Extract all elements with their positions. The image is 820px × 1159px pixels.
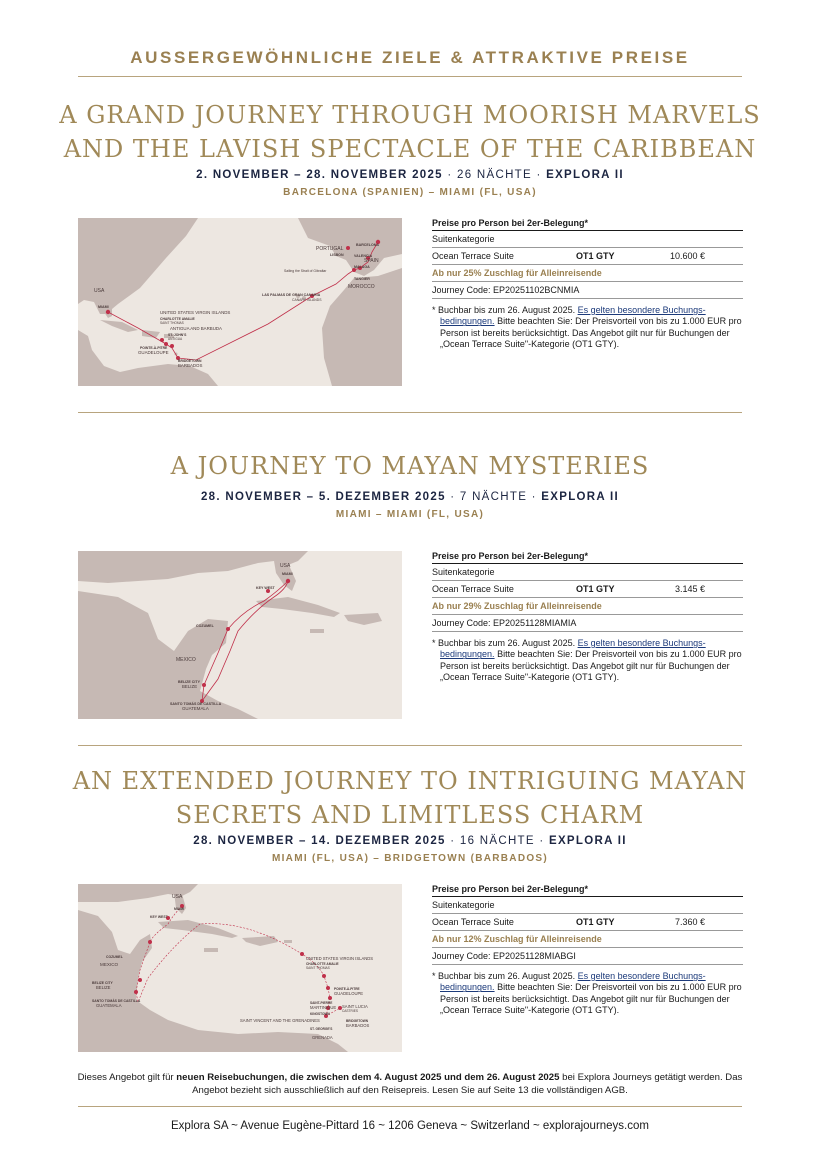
map-label: VALENCIA (354, 254, 373, 258)
note-text: * Buchbar bis zum 26. August 2025. (432, 638, 578, 648)
journey-3-map (78, 884, 402, 1052)
route-map-graphic (78, 551, 402, 719)
map-label: LAS PALMAS DE GRAN CANARIA (262, 293, 321, 297)
map-label: MIAMI (282, 572, 293, 576)
note-text: Bitte beachten Sie: Der Preisvorteil von bis zu 1.000 EUR pro Person ist bereits berücksichtigt. Das Angebot gilt nur für Buchungen der „Ocean Terrace Suite"-Kategorie (OT1 GTY). (440, 982, 742, 1015)
note-text: * Buchbar bis zum 26. August 2025. (432, 971, 578, 981)
journey-route: MIAMI (FL, USA) – BRIDGETOWN (BARBADOS) (271, 853, 549, 864)
map-label: BELIZE (182, 684, 198, 689)
pricing-header: Preise pro Person bei 2er-Belegung* (432, 215, 743, 231)
map-label: UNITED STATES VIRGIN ISLANDS (306, 956, 374, 961)
journey-3-header (0, 764, 820, 864)
divider (78, 1106, 742, 1107)
suite-code: OT1 GTY (576, 917, 615, 927)
nights: · 26 NÄCHTE · (447, 169, 542, 181)
map-label: BRIDGETOWN (346, 1019, 369, 1023)
map-label: CANARY ISLANDS (292, 298, 322, 302)
map-label: ST. JOHN'S (168, 333, 187, 337)
booking-conditions-link[interactable]: Es gelten besondere Buchungs-bedingungen. (440, 305, 706, 327)
journey-title (0, 764, 820, 832)
map-label: ST. GEORGE'S (310, 1027, 333, 1031)
map-label: CASTRIES (342, 1009, 358, 1013)
map-label: UNITED STATES VIRGIN ISLANDS (160, 310, 231, 315)
map-label: SAINT-PIERRE (310, 1001, 333, 1005)
journey-2-map (78, 551, 402, 719)
suite-category-label: Suitenkategorie (432, 897, 743, 914)
map-label: KEY WEST (150, 915, 168, 919)
map-label: SAINT VINCENT AND THE GRENADINES (240, 1018, 320, 1023)
journey-route: MIAMI – MIAMI (FL, USA) (335, 509, 485, 520)
map-label: KINGSTOWN (310, 1012, 330, 1016)
page-header-title: AUSSERGEWÖHNLICHE ZIELE & ATTRAKTIVE PREISE (130, 48, 690, 67)
note-text: * Buchbar bis zum 26. August 2025. (432, 305, 578, 315)
map-label: BELIZE CITY (92, 981, 113, 985)
map-label: CHARLOTTE AMALIE (160, 317, 195, 321)
journey-dates (0, 835, 820, 847)
map-label: SAINT THOMAS (160, 321, 184, 325)
booking-note (432, 305, 743, 350)
suite-category-label: Suitenkategorie (432, 231, 743, 248)
journey-dates (0, 491, 820, 503)
map-label: GUADELOUPE (334, 991, 364, 996)
map-label: GRENADA (312, 1035, 333, 1040)
journey-title (0, 98, 820, 166)
disclaimer-text: bei Explora Journeys getätigt werden. Das Angebot bezieht sich ausschließlich auf den Reisepreis. Lesen Sie auf Seite 13 die vollständigen AGB. (192, 1072, 743, 1096)
ship-name: EXPLORA II (546, 169, 624, 181)
map-label: USA (172, 894, 183, 900)
map-label: GUATEMALA (182, 706, 209, 711)
note-text: Bitte beachten Sie: Der Preisvorteil von bis zu 1.000 EUR pro Person ist bereits berücksichtigt. Das Angebot gilt nur für Buchungen der „Ocean Terrace Suite"-Kategorie (OT1 GTY). (440, 649, 742, 682)
route-map-graphic (78, 884, 402, 1052)
suite-row (432, 914, 743, 931)
journey-1-map (78, 218, 402, 386)
journey-title-line-2: AND THE LAVISH SPECTACLE OF THE CARIBBEAN (63, 135, 757, 163)
suite-price: 10.600 € (669, 251, 705, 261)
map-label: MIAMI (174, 907, 184, 911)
pricing-header: Preise pro Person bei 2er-Belegung* (432, 881, 743, 897)
journey-title-line-1: A JOURNEY TO MAYAN MYSTERIES (170, 452, 650, 480)
journey-code: Journey Code: EP20251128MIABGI (432, 948, 743, 965)
map-label: ANTIGUA AND BARBUDA (170, 326, 222, 331)
company-address: Explora SA ~ Avenue Eugène-Pittard 16 ~ 1206 Geneva ~ Switzerland ~ explorajourneys.com (171, 1120, 649, 1132)
journey-code: Journey Code: EP20251128MIAMIA (432, 615, 743, 632)
map-label: SANTO TOMÁS DE CASTILLA (92, 999, 141, 1003)
suite-row (432, 248, 743, 265)
map-label: CHARLOTTE AMALIE (306, 962, 339, 966)
suite-name: Ocean Terrace Suite (432, 584, 514, 594)
divider (78, 745, 742, 746)
journey-2-pricing (432, 548, 743, 683)
date-range: 28. NOVEMBER – 14. DEZEMBER 2025 (193, 835, 446, 847)
suite-price: 3.145 € (674, 584, 705, 594)
suite-price: 7.360 € (674, 917, 705, 927)
map-label: SPAIN (364, 258, 379, 264)
map-label: POINTE-À-PITRE (140, 346, 168, 350)
suite-code: OT1 GTY (576, 251, 615, 261)
route-map-graphic (78, 218, 402, 386)
booking-conditions-link[interactable]: Es gelten besondere Buchungs-bedingungen. (440, 638, 706, 660)
map-label: MEXICO (176, 657, 196, 663)
journey-1-pricing (432, 215, 743, 350)
map-label: BRIDGETOWN (178, 359, 202, 363)
nights: · 7 NÄCHTE · (450, 491, 537, 503)
disclaimer-text: Dieses Angebot gilt für (77, 1072, 177, 1083)
single-supplement: Ab nur 25% Zuschlag für Alleinreisende (432, 265, 743, 282)
journey-2-header (0, 449, 820, 520)
journey-title (0, 449, 820, 483)
date-range: 28. NOVEMBER – 5. DEZEMBER 2025 (200, 491, 446, 503)
map-label: BARBADOS (178, 363, 203, 368)
booking-note (432, 638, 743, 683)
map-label: BARBADOS (346, 1023, 370, 1028)
divider (78, 76, 742, 77)
map-label: MEXICO (100, 962, 119, 967)
map-label: SAINT THOMAS (306, 966, 330, 970)
map-label: KEY WEST (256, 586, 275, 590)
map-label: BARCELONA (356, 243, 379, 247)
journey-route: BARCELONA (SPANIEN) – MIAMI (FL, USA) (283, 187, 537, 198)
map-label: MIAMI (98, 305, 109, 309)
booking-conditions-link[interactable]: Es gelten besondere Buchungs-bedingungen. (440, 971, 706, 993)
map-label: SANTO TOMÁS DE CASTILLA (170, 702, 222, 706)
map-label: COZUMEL (196, 624, 214, 628)
map-label: GUATEMALA (96, 1003, 122, 1008)
single-supplement: Ab nur 12% Zuschlag für Alleinreisende (432, 931, 743, 948)
offer-disclaimer (60, 1071, 760, 1097)
divider (78, 412, 742, 413)
map-label: LISBON (330, 253, 344, 257)
map-label: SAINT LUCIA (342, 1004, 368, 1009)
journey-3-pricing (432, 881, 743, 1016)
suite-name: Ocean Terrace Suite (432, 917, 514, 927)
date-range: 2. NOVEMBER – 28. NOVEMBER 2025 (196, 169, 443, 181)
journey-title-line-1: A GRAND JOURNEY THROUGH MOORISH MARVELS (59, 101, 761, 129)
map-label: MALAGA (354, 265, 370, 269)
map-label: BELIZE CITY (178, 680, 200, 684)
journey-1-header (0, 98, 820, 198)
map-label: GUADELOUPE (138, 350, 169, 355)
map-label: TANGIER (354, 277, 370, 281)
journey-title-line-1: AN EXTENDED JOURNEY TO INTRIGUING MAYAN (72, 767, 748, 795)
suite-row (432, 581, 743, 598)
ship-name: EXPLORA II (541, 491, 620, 503)
map-label: Sailing the Strait of Gibraltar (284, 269, 327, 273)
single-supplement: Ab nur 29% Zuschlag für Alleinreisende (432, 598, 743, 615)
journey-dates (0, 169, 820, 181)
suite-name: Ocean Terrace Suite (432, 251, 514, 261)
suite-code: OT1 GTY (576, 584, 615, 594)
journey-title-line-2: SECRETS AND LIMITLESS CHARM (175, 801, 645, 829)
journey-code: Journey Code: EP20251102BCNMIA (432, 282, 743, 299)
map-label: BELIZE (96, 985, 111, 990)
map-label: PORTUGAL (316, 246, 344, 252)
ship-name: EXPLORA II (548, 835, 627, 847)
map-label: MARTINIQUE (310, 1005, 337, 1010)
map-label: POINTE-À-PITRE (334, 987, 360, 991)
booking-note (432, 971, 743, 1016)
map-label: COZUMEL (106, 955, 123, 959)
nights: · 16 NÄCHTE · (450, 835, 545, 847)
map-label: USA (94, 288, 105, 294)
suite-category-label: Suitenkategorie (432, 564, 743, 581)
pricing-header: Preise pro Person bei 2er-Belegung* (432, 548, 743, 564)
map-label: ANTIGUA (168, 337, 183, 341)
note-text: Bitte beachten Sie: Der Preisvorteil von bis zu 1.000 EUR pro Person ist bereits berücksichtigt. Das Angebot gilt nur für Buchungen der „Ocean Terrace Suite"-Kategorie (OT1 GTY). (440, 316, 742, 349)
map-label: MOROCCO (348, 284, 375, 290)
disclaimer-bold: neuen Reisebuchungen, die zwischen dem 4. August 2025 und dem 26. August 2025 (176, 1072, 560, 1083)
map-label: USA (280, 563, 291, 569)
